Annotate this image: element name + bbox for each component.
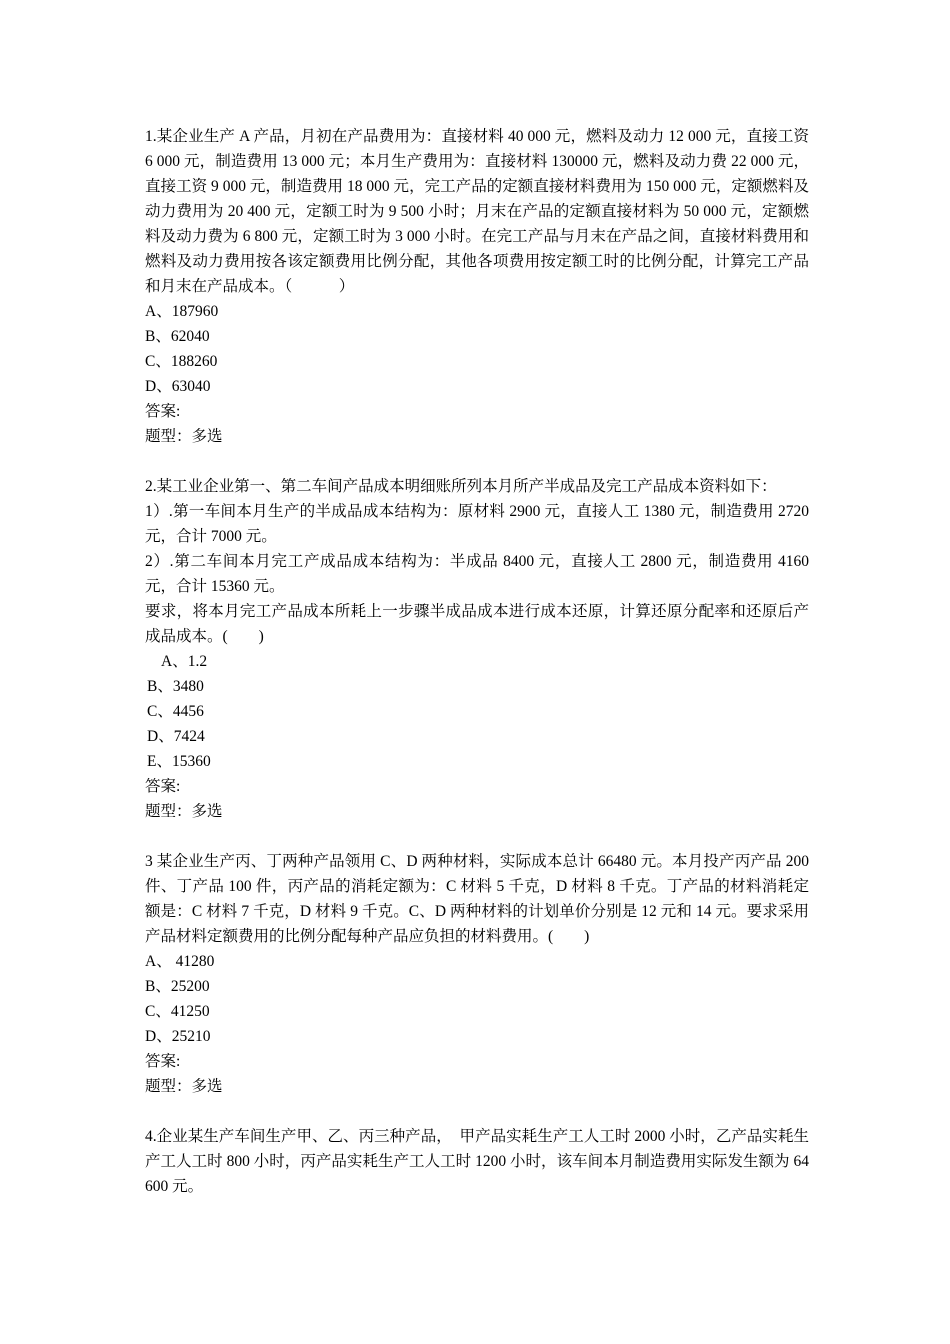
question-type: 题型：多选 [145,1078,223,1095]
sub-item: 2）.第二车间本月完工产成品成本结构为：半成品 8400 元，直接人工 2800 元，制造费用 4160 元，合计 15360 元。 [145,553,809,595]
option-d: D、63040 [145,378,211,395]
document-body [145,124,809,1224]
answer-label: 答案: [145,778,181,795]
option-c: C、188260 [145,353,218,370]
question-stem: 1.某企业生产 A 产品，月初在产品费用为：直接材料 40 000 元，燃料及动力 12 000 元，直接工资 6 000 元，制造费用 13 000 元；本月生产费用为：直接材料 130000 元，燃料及动力费 22 000 元，直接工资 9 000 元，制造费用 18 000 元，完工产品的定额直接材料费用为 150 000 元，定额燃料及动力费用为 20 400 元，定额工时为 9 500 小时；月末在产品的定额直接材料为 50 000 元，定额燃料及动力费为 6 800 元，定额工时为 3 000 小时。在完工产品与月末在产品之间，直接材料费用和燃料及动力费用按各该定额费用比例分配，其他各项费用按定额工时的比例分配，计算完工产品和月末在产品成本。（ ） [145,128,809,295]
requirement: 要求，将本月完工产品成本所耗上一步骤半成品成本进行成本还原，计算还原分配率和还原后产成品成本。( ) [145,603,809,645]
option-c: C、41250 [145,1003,210,1020]
option-b: B、62040 [145,328,210,345]
option-a: A、 41280 [145,953,215,970]
question-stem: 4.企业某生产车间生产甲、乙、丙三种产品， 甲产品实耗生产工人工时 2000 小时，乙产品实耗生产工人工时 800 小时，丙产品实耗生产工人工时 1200 小时，该车间本月制造费用实际发生额为 64600 元。 [145,1128,809,1195]
question-1 [145,124,809,449]
question-2 [145,474,809,824]
answer-label: 答案: [145,403,181,420]
option-a: A、187960 [145,303,219,320]
question-4 [145,1124,809,1199]
sub-item: 1）.第一车间本月生产的半成品成本结构为：原材料 2900 元，直接人工 1380 元，制造费用 2720 元，合计 7000 元。 [145,503,809,545]
option-c: C、4456 [147,703,204,720]
question-stem: 2.某工业企业第一、第二车间产品成本明细账所列本月所产半成品及完工产品成本资料如下： [145,478,777,495]
option-d: D、7424 [147,728,205,745]
option-a: A、1.2 [161,653,208,670]
question-3 [145,849,809,1099]
question-type: 题型：多选 [145,803,223,820]
answer-label: 答案: [145,1053,181,1070]
question-stem: 3 某企业生产丙、丁两种产品领用 C、D 两种材料，实际成本总计 66480 元。本月投产丙产品 200 件、丁产品 100 件，丙产品的消耗定额为：C 材料 5 千克，D 材料 8 千克。丁产品的材料消耗定额是：C 材料 7 千克，D 材料 9 千克。C、D 两种材料的计划单价分别是 12 元和 14 元。要求采用产品材料定额费用的比例分配每种产品应负担的材料费用。( ) [145,853,809,945]
option-d: D、25210 [145,1028,211,1045]
option-b: B、3480 [147,678,204,695]
option-e: E、15360 [147,753,211,770]
question-type: 题型：多选 [145,428,223,445]
option-b: B、25200 [145,978,210,995]
